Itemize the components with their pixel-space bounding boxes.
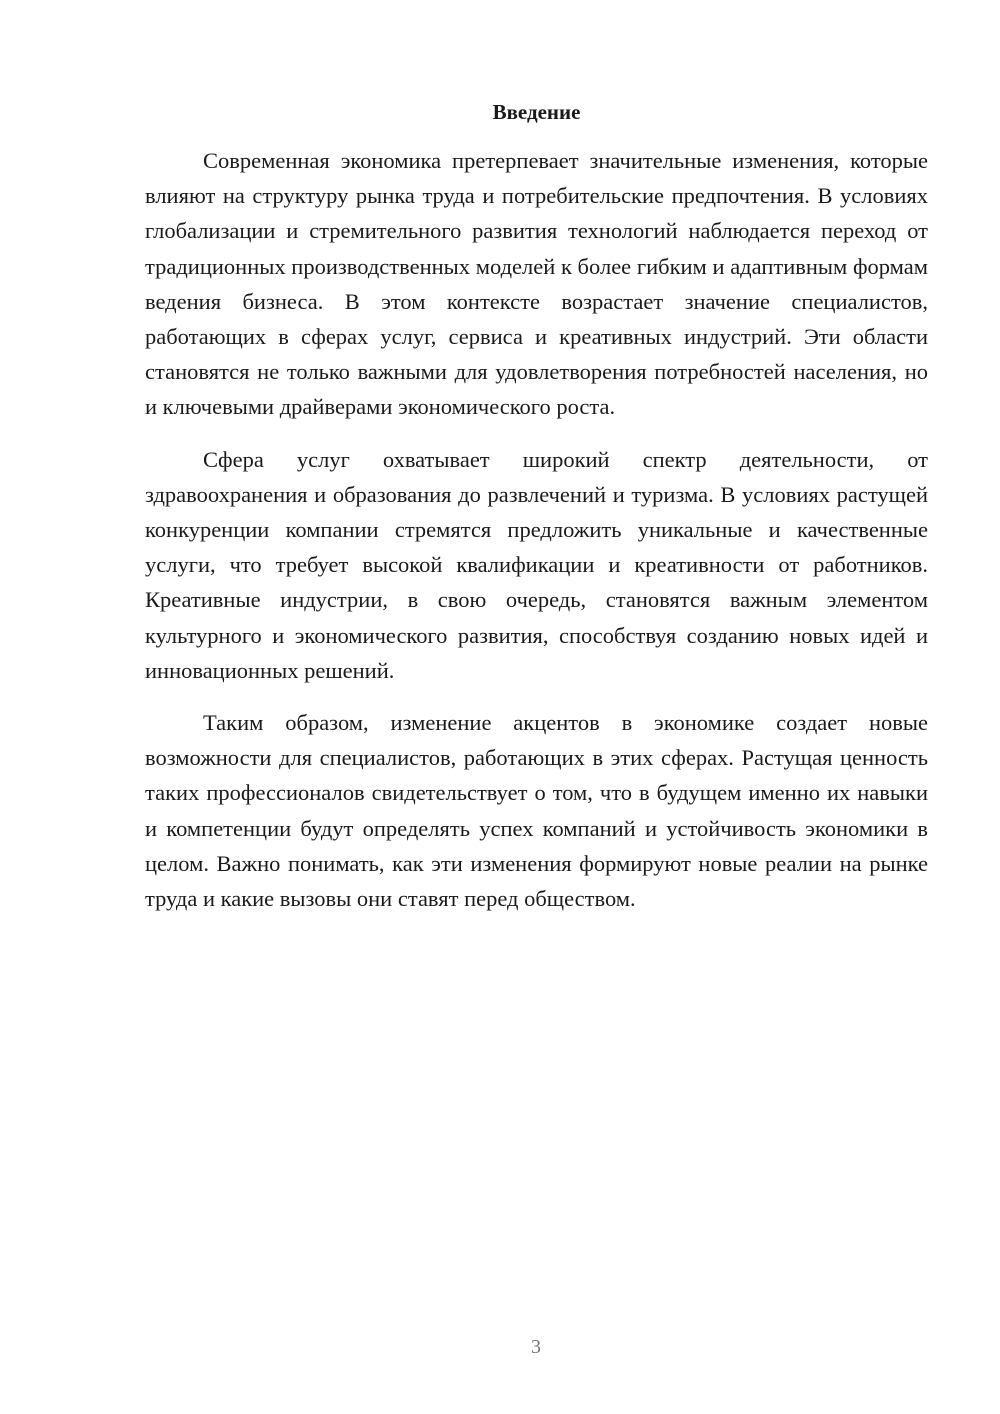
paragraph-2: Сфера услуг охватывает широкий спектр деятельности, от здравоохранения и образования до развлечений и туризма. В условиях растущей конкуренции компании стремятся предложить уникальные и качественные услуги, что требует высокой квалификации и креативности от работников. Креативные индустрии, в свою очередь, становятся важным элементом культурного и экономического развития, способствуя созданию новых идей и инновационных решений.: [145, 446, 928, 683]
body-text: [145, 143, 928, 933]
section-heading: Введение: [492, 100, 581, 124]
page-number: 3: [531, 1336, 541, 1358]
paragraph-3: Таким образом, изменение акцентов в экономике создает новые возможности для специалистов, работающих в этих сферах. Растущая ценность таких профессионалов свидетельствует о том, что в будущем именно их навыки и компетенции будут определять успех компаний и устойчивость экономики в целом. Важно понимать, как эти изменения формируют новые реалии на рынке труда и какие вызовы они ставят перед обществом.: [145, 710, 928, 912]
paragraph-1: Современная экономика претерпевает значительные изменения, которые влияют на структуру рынка труда и потребительские предпочтения. В условиях глобализации и стремительного развития технологий наблюдается переход от традиционных производственных моделей к более гибким и адаптивным формам ведения бизнеса. В этом контексте возрастает значение специалистов, работающих в сферах услуг, сервиса и креативных индустрий. Эти области становятся не только важными для удовлетворения потребностей населения, но и ключевыми драйверами экономического роста.: [145, 148, 928, 420]
